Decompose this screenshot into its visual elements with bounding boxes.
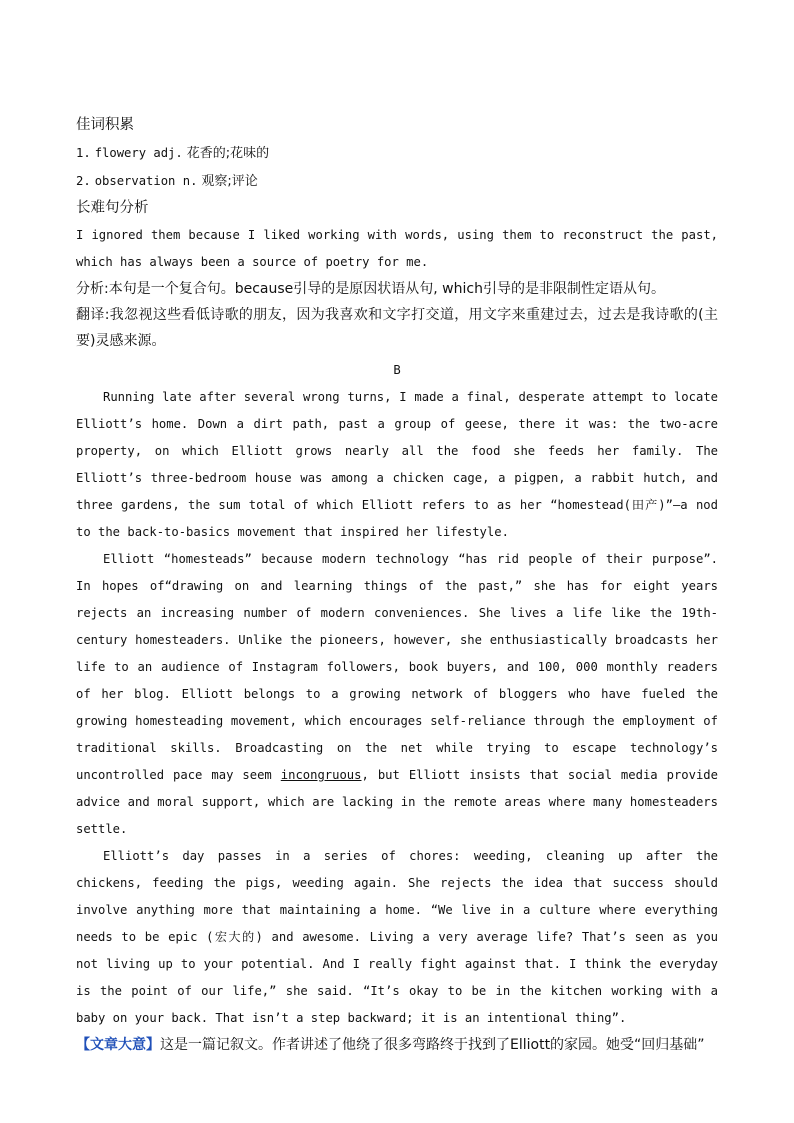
sentence-heading: 长难句分析 bbox=[76, 200, 149, 216]
passage-paragraph-1: Running late after several wrong turns, I made a final, desperate attempt to locate Elliott’s home. Down a dirt path, past a group of geese, there it was: the two-acre property, on which Elliott grows nearly all the food she feeds her family. The Elliott’s three-bedroom house was among a chicken cage, a pigpen, a rabbit hutch, and three gardens, the sum total of which Elliott refers to as her “homestead(田产)”—a nod to the back-to-basics movement that inspired her lifestyle. bbox=[76, 390, 718, 539]
vocab-number: 1. bbox=[76, 146, 91, 160]
passage-paragraph-3: Elliott’s day passes in a series of chores: weeding, cleaning up after the chickens, feeding the pigs, weeding again. She rejects the idea that success should involve anything more that maintaining a home. “We live in a culture where everything needs to be epic (宏大的) and awesome. Living a very average life? That’s seen as you not living up to your potential. And I really fight against that. I think the everyday is the point of our life,” she said. “It’s okay to be in the kitchen working with a baby on your back. That isn’t a step backward; it is an intentional thing”. bbox=[76, 849, 718, 1025]
vocab-meaning: 花香的;花味的 bbox=[186, 146, 270, 161]
passage-paragraph-2 bbox=[76, 546, 718, 843]
vocab-item-2 bbox=[76, 167, 718, 195]
difficult-sentence: I ignored them because I liked working with words, using them to reconstruct the past, which has always been a source of poetry for me. bbox=[76, 228, 718, 269]
vocab-word: observation n. bbox=[94, 174, 198, 188]
vocab-meaning: 观察;评论 bbox=[201, 174, 258, 189]
document-page bbox=[76, 112, 718, 1058]
vocab-item-1 bbox=[76, 139, 718, 167]
vocab-heading: 佳词积累 bbox=[76, 117, 134, 133]
sentence-translation: 翻译:我忽视这些看低诗歌的朋友，因为我喜欢和文字打交道，用文字来重建过去，过去是我诗歌的(主要)灵感来源。 bbox=[76, 307, 718, 349]
summary-text: 这是一篇记叙文。作者讲述了他绕了很多弯路终于找到了Elliott的家园。她受“回归基础” bbox=[160, 1037, 705, 1053]
vocab-number: 2. bbox=[76, 174, 91, 188]
vocab-word: flowery adj. bbox=[94, 146, 183, 160]
summary-tag: 【文章大意】 bbox=[76, 1037, 160, 1053]
paragraph-2-text-after: , but Elliott insists that social media provide advice and moral support, which are lacking in the remote areas where many homesteaders settle. bbox=[76, 768, 718, 836]
paragraph-2-text-before: Elliott “homesteads” because modern technology “has rid people of their purpose”. In hopes of“drawing on and learning things of the past,” she has for eight years rejects an increasing number of modern conveniences. She lives a life like the 19th-century homesteaders. Unlike the pioneers, however, she enthusiastically broadcasts her life to an audience of Instagram followers, book buyers, and 100, 000 monthly readers of her blog. Elliott belongs to a growing network of bloggers who have fueled the growing homesteading movement, which encourages self-reliance through the employment of traditional skills. Broadcasting on the net while trying to escape technology’s uncontrolled pace may seem bbox=[76, 552, 718, 782]
underlined-word: incongruous bbox=[280, 768, 362, 782]
article-summary bbox=[76, 1032, 718, 1058]
passage-label: B bbox=[393, 363, 401, 377]
sentence-analysis: 分析:本句是一个复合句。because引导的是原因状语从句, which引导的是非限制性定语从句。 bbox=[76, 281, 665, 297]
